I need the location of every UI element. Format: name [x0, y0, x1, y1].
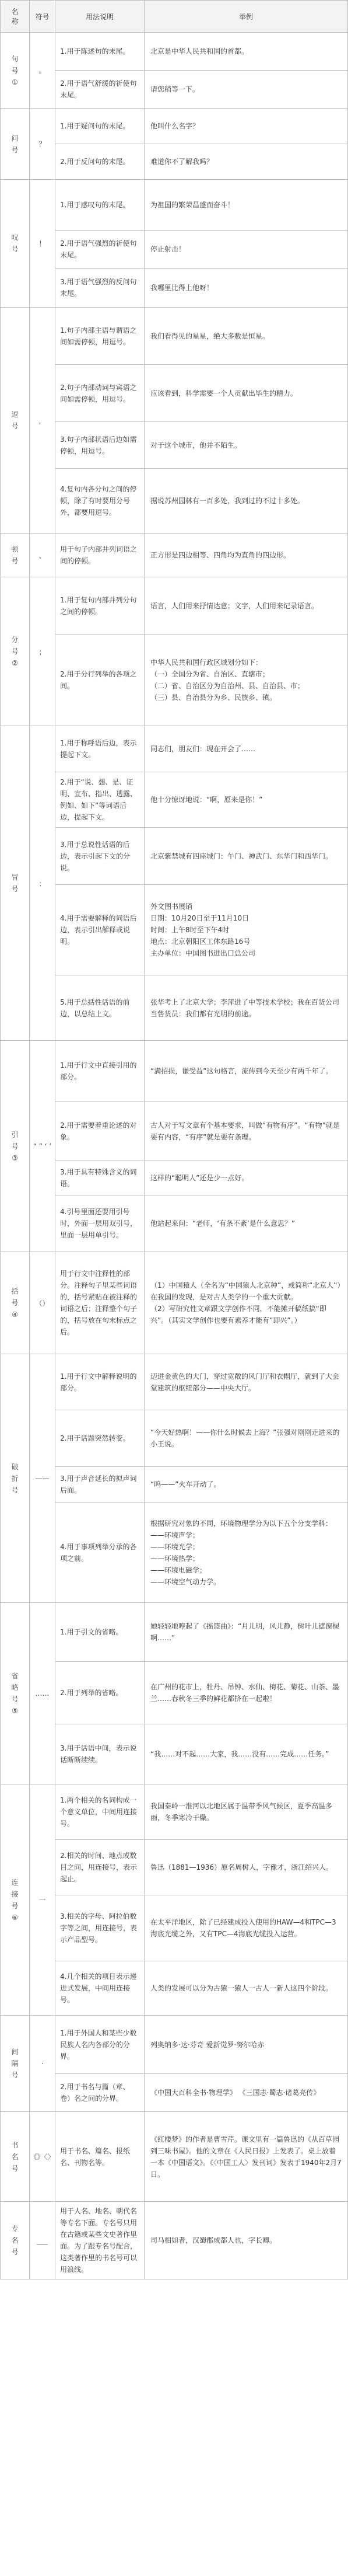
- example-text: 正方形是四边相等、四角均为直角的四边形。: [150, 551, 291, 559]
- example-cell: [145, 422, 348, 469]
- example-cell: [145, 1961, 348, 2016]
- usage-cell: [55, 144, 145, 180]
- table-row: [1, 2112, 348, 2202]
- punctuation-symbol-text: “ ” ‘ ’: [33, 1142, 52, 1151]
- usage-cell: [55, 1195, 145, 1252]
- example-text: 为祖国的繁荣昌盛而奋斗！: [150, 201, 235, 209]
- punctuation-symbol: [30, 1252, 55, 1354]
- usage-text: 用于书名、篇名、报纸名、刊物名等。: [60, 2146, 131, 2167]
- punctuation-symbol: [30, 1784, 55, 2016]
- usage-text: 2.用于反问句的末尾。: [60, 158, 130, 166]
- usage-cell: [55, 1102, 145, 1160]
- example-cell: [145, 109, 348, 144]
- punctuation-symbol: [30, 2112, 55, 2202]
- example-cell: [145, 308, 348, 365]
- example-cell: [145, 1102, 348, 1160]
- punctuation-name-text: 破折号: [11, 1462, 19, 1494]
- usage-text: 1.用于疑问句的末尾。: [60, 122, 130, 130]
- example-cell: [145, 772, 348, 828]
- usage-text: 1.句子内部主语与谓语之间如需停顿，用逗号。: [60, 326, 137, 346]
- table-row: [1, 1252, 348, 1354]
- punctuation-symbol: [30, 109, 55, 180]
- punctuation-name: [1, 1041, 30, 1252]
- usage-cell: [55, 269, 145, 308]
- usage-text: 2.相关的时间、地点或数目之间，用连接号，表示起止。: [60, 1852, 138, 1883]
- usage-text: 2.用于“说、想、是、证明、宣布、指出、透露、例如、如下”等词语后边，提起下文。: [60, 778, 138, 821]
- example-text: 他叫什么名字？: [150, 122, 200, 130]
- punctuation-name: [1, 577, 30, 726]
- usage-text: 1.用于外国人和某些少数民族人名内各部分的分界。: [60, 2028, 137, 2061]
- punctuation-symbol-text: 、: [38, 551, 46, 560]
- usage-text: 2.用于分行列举的各项之间。: [60, 670, 137, 690]
- punctuation-name-text: 引号③: [11, 1130, 19, 1162]
- punctuation-symbol: [30, 308, 55, 534]
- example-cell: [145, 1041, 348, 1102]
- example-text: 他站起来问：“老师，‘有条不紊’是什么意思？”: [150, 1219, 296, 1228]
- example-cell: [145, 2074, 348, 2112]
- example-cell: [145, 269, 348, 308]
- usage-text: 2.用于书名与篇（章、卷）名之间的分界。: [60, 2083, 130, 2103]
- usage-cell: [55, 1961, 145, 2016]
- example-cell: [145, 1895, 348, 1961]
- punctuation-symbol: [30, 33, 55, 109]
- table-row: [1, 1354, 348, 1410]
- example-text: 根据研究对象的不同，环境物理学分为以下五个分支学科： ——环境声学； ——环境光学； ——环境热学； ——环境电磁学； ——环境空气动力学。: [150, 1519, 333, 1586]
- example-text: 古人对于写文章有个基本要求，叫做“有物有序”。“有物”就是要有内容，“有序”就是要有条理。: [150, 1121, 340, 1141]
- punctuation-name-text: 专名号: [11, 2225, 19, 2256]
- example-text: 据说苏州园林有一百多处，我到过的不过十多处。: [150, 497, 305, 505]
- example-cell: [145, 469, 348, 534]
- table-row: [1, 1603, 348, 1662]
- example-cell: [145, 1160, 348, 1195]
- example-text: “满招损，谦受益”这句格言，流传到今天至少有两千年了。: [150, 1067, 333, 1075]
- punctuation-name: [1, 33, 30, 109]
- example-cell: [145, 144, 348, 180]
- usage-cell: [55, 828, 145, 885]
- usage-cell: [55, 1467, 145, 1503]
- punctuation-symbol: [30, 1354, 55, 1603]
- example-text: 张华考上了北京大学；李萍进了中等技术学校；我在百货公司当售货员：我们都有光明的前途。: [150, 998, 340, 1018]
- usage-cell: [55, 1662, 145, 1724]
- example-cell: [145, 726, 348, 772]
- example-cell: [145, 2016, 348, 2074]
- table-row: [1, 180, 348, 231]
- example-text: （1）中国猿人（全名为“中国猿人北京种”，或简称“北京人”）在我国的发现，是对古人类学的一个重大贡献。 （2）写研究性文章跟文学创作不同，不能摊开稿纸搞“即兴”。（其实文学创作也要有素养才能有“即兴”。）: [150, 1281, 341, 1324]
- example-text: 人类的发展可以分为古猿一猿人一古人一新人这四个阶段。: [150, 1984, 333, 1992]
- punctuation-symbol: [30, 1603, 55, 1784]
- punctuation-name-text: 书名号: [11, 2141, 19, 2173]
- example-text: 语言，人们用来抒情达意；文字，人们用来记录语言。: [150, 601, 319, 610]
- usage-text: 用于句子内部并列词语之间的停顿。: [60, 545, 138, 565]
- table-body: [1, 33, 348, 2279]
- usage-cell: [55, 2202, 145, 2279]
- example-text: 她轻轻地哼起了《摇篮曲》：“月儿明，风儿静，树叶儿遮窗棂啊……”: [150, 1622, 340, 1642]
- punctuation-name: [1, 726, 30, 1041]
- punctuation-name: [1, 180, 30, 308]
- example-cell: [145, 975, 348, 1041]
- usage-text: 用于行文中注释性的部分。注释句子里某些词语的，括号紧贴在被注释的词语之后；注释整个句子的，括号放在句末标点之后。: [60, 1270, 138, 1336]
- table-row: [1, 33, 348, 71]
- table-row: [1, 2016, 348, 2074]
- example-text: 我国秦岭一淮河以北地区属于温带季风气候区，夏季高温多雨，冬季寒冷干燥。: [150, 1802, 333, 1822]
- usage-text: 1.两个相关的名词构成一个意义单位，中间用连接号。: [60, 1796, 138, 1828]
- example-text: 列奥纳多·达·芬奇 爱新觉罗·努尔哈赤: [150, 2040, 265, 2049]
- usage-cell: [55, 534, 145, 577]
- punctuation-symbol: [30, 726, 55, 1041]
- usage-text: 1.用于陈述句的末尾。: [60, 47, 130, 55]
- usage-cell: [55, 1503, 145, 1603]
- punctuation-symbol-text: ；: [38, 647, 46, 656]
- example-cell: [145, 33, 348, 71]
- usage-text: 4.几个相关的项目表示递进式发展，中间用连接号。: [60, 1972, 137, 2004]
- table-row: [1, 2202, 348, 2279]
- example-text: 请您稍等一下。: [150, 85, 200, 93]
- punctuation-name-text: 分号②: [11, 636, 19, 667]
- usage-cell: [55, 885, 145, 975]
- punctuation-name-text: 问号: [11, 134, 19, 154]
- punctuation-name: [1, 2202, 30, 2279]
- example-cell: [145, 577, 348, 635]
- example-text: 《中国大百科全书·物理学》 《三国志·蜀志·诸葛亮传》: [150, 2089, 321, 2097]
- example-cell: [145, 1784, 348, 1840]
- example-text: “我……对不起……大家，我……没有……完成……任务。”: [150, 1750, 329, 1758]
- example-text: 应该看到，科学需要一个人贡献出毕生的精力。: [150, 389, 298, 398]
- punctuation-name-text: 句号①: [11, 54, 19, 86]
- table-row: [1, 534, 348, 577]
- usage-text: 3.相关的字母、阿拉伯数字等之间，用连接号，表示产品型号。: [60, 1912, 138, 1944]
- example-text: 他十分惊讶地说：“啊，原来是你！”: [150, 796, 263, 804]
- punctuation-name: [1, 1252, 30, 1354]
- usage-cell: [55, 308, 145, 365]
- usage-cell: [55, 71, 145, 109]
- usage-text: 4.用于需要解释的词语后边，表示引出解释或说明。: [60, 914, 137, 946]
- usage-text: 3.用于总说性话语的后边，表示引起下文的分说。: [60, 840, 131, 872]
- punctuation-name-text: 顿号: [11, 545, 19, 565]
- punctuation-symbol-text: ……: [35, 1689, 50, 1697]
- example-text: 这样的“聪明人”还是少一点好。: [150, 1173, 249, 1182]
- example-text: 司马相如者，汉蜀郡成都人也，字长卿。: [150, 2236, 277, 2244]
- example-cell: [145, 365, 348, 422]
- usage-cell: [55, 180, 145, 231]
- usage-text: 2.用于话题突然转变。: [60, 1434, 130, 1442]
- usage-cell: [55, 1160, 145, 1195]
- usage-cell: [55, 577, 145, 635]
- header-symbol: 符号: [30, 1, 55, 33]
- table-row: [1, 1784, 348, 1840]
- punctuation-symbol-text: 《》〈〉: [30, 2153, 55, 2161]
- usage-cell: [55, 726, 145, 772]
- table-row: [1, 577, 348, 635]
- usage-cell: [55, 2112, 145, 2202]
- example-cell: [145, 1840, 348, 1895]
- usage-cell: [55, 33, 145, 71]
- example-text: 鲁迅（1881—1936）原名周树人，字豫才，浙江绍兴人。: [150, 1863, 333, 1871]
- usage-text: 4.用于事项列举分承的各项之前。: [60, 1542, 137, 1563]
- punctuation-name-text: 连接号⑥: [11, 1878, 19, 1922]
- usage-text: 1.用于称呼语后边，表示提起下文。: [60, 739, 137, 759]
- example-text: 同志们，朋友们：现在开会了……: [150, 745, 256, 753]
- punctuation-name: [1, 534, 30, 577]
- example-text: 在广州的花市上，牡丹、吊钟、水仙、梅花、菊花、山茶、墨兰……春秋冬三季的鲜花都挤在一起啦！: [150, 1683, 340, 1703]
- example-cell: [145, 180, 348, 231]
- usage-text: 3.用于声音延长的拟声词后面。: [60, 1475, 137, 1494]
- usage-cell: [55, 772, 145, 828]
- usage-text: 1.用于行文中解释说明的部分。: [60, 1372, 137, 1392]
- example-text: 我哪里比得上他呀！: [150, 284, 214, 292]
- usage-cell: [55, 635, 145, 726]
- usage-text: 3.句子内部状语后边如需停顿，用逗号。: [60, 435, 137, 455]
- punctuation-name-text: 括号④: [11, 1287, 19, 1319]
- example-cell: [145, 1252, 348, 1354]
- usage-cell: [55, 1252, 145, 1354]
- usage-text: 用于人名、地名、朝代名等专名下面。专名号只用在古籍或某些文史著作里面。为了跟专名号配合，这类著作里的书名号可以用浪线。: [60, 2207, 138, 2274]
- example-cell: [145, 534, 348, 577]
- example-text: 北京是中华人民共和国的首都。: [150, 47, 249, 55]
- usage-text: 3.用于具有特殊含义的词语。: [60, 1167, 137, 1188]
- table-row: [1, 726, 348, 772]
- punctuation-name: [1, 308, 30, 534]
- example-text: 迈进金黄色的大门，穿过宽敞的风门厅和衣帽厅，就到了大会堂建筑的枢纽部分——中央大厅。: [150, 1372, 340, 1392]
- usage-text: 2.用于语气舒缓的祈使句末尾。: [60, 79, 137, 99]
- usage-cell: [55, 1410, 145, 1467]
- usage-cell: [55, 1724, 145, 1784]
- header-usage: 用法说明: [55, 1, 145, 33]
- punctuation-name-text: 省略号⑤: [11, 1672, 19, 1715]
- table-row: [1, 1041, 348, 1102]
- example-cell: [145, 2202, 348, 2279]
- example-cell: [145, 885, 348, 975]
- example-cell: [145, 1354, 348, 1410]
- punctuation-symbol-text: ·: [41, 2059, 44, 2068]
- punctuation-name: [1, 2112, 30, 2202]
- punctuation-symbol: [30, 1041, 55, 1252]
- punctuation-name: [1, 1603, 30, 1784]
- punctuation-name-text: 间隔号: [11, 2048, 19, 2079]
- usage-cell: [55, 1784, 145, 1840]
- example-text: 外文图书展销 日期：10月20日至于11月10日 时间：上午8时至下午4时 地点：北京朝阳区工体东路16号 主办单位：中国图书进出口总公司: [150, 902, 256, 957]
- usage-text: 1.用于行文中直接引用的部分。: [60, 1061, 137, 1081]
- usage-text: 4.引号里面还要用引号时，外面一层用双引号，里面一层用单引号。: [60, 1208, 138, 1239]
- example-cell: [145, 1503, 348, 1603]
- example-text: 对于这个城市，他并不陌生。: [150, 441, 242, 449]
- punctuation-symbol-text: ，: [38, 416, 46, 425]
- usage-cell: [55, 1840, 145, 1895]
- usage-text: 3.用于语气强烈的反问句末尾。: [60, 278, 137, 298]
- usage-cell: [55, 1603, 145, 1662]
- example-text: “呜——”火车开动了。: [150, 1480, 221, 1489]
- punctuation-name-text: 冒号: [11, 873, 19, 893]
- usage-text: 2.用于需要着重论述的对象。: [60, 1121, 137, 1141]
- usage-text: 2.句子内部动词与宾语之间如需停顿，用逗号。: [60, 383, 137, 403]
- example-cell: [145, 1410, 348, 1467]
- example-text: 北京紫禁城有四座城门：午门、神武门、东华门和西华门。: [150, 852, 333, 860]
- punctuation-symbol-text: 。: [38, 67, 46, 75]
- example-cell: [145, 2112, 348, 2202]
- punctuation-name: [1, 109, 30, 180]
- example-cell: [145, 71, 348, 109]
- punctuation-symbol-text: ___: [37, 2236, 48, 2244]
- example-text: 我们看得见的星星，绝大多数是恒星。: [150, 332, 270, 340]
- example-cell: [145, 1724, 348, 1784]
- example-text: 《红楼梦》的作者是曹雪芹。课文里有一篇鲁迅的《从百草园到三味书屋》。他的文章在《人民日报》上发表了。桌上放着一本《中国语文》。《〈中国工人〉发刊词》发表于1940年2月7日。: [150, 2135, 342, 2178]
- example-text: 中华人民共和国行政区域划分如下： （一）全国分为省、自治区、直辖市； （二）省、自治区分为自治州、县、自治县、市； （三）县、自治县分为乡、民族乡、镇。: [150, 658, 305, 702]
- usage-text: 1.用于复句内部并列分句之间的停顿。: [60, 595, 137, 616]
- example-cell: [145, 231, 348, 269]
- punctuation-symbol: [30, 534, 55, 577]
- punctuation-symbol-text: ——: [35, 1474, 50, 1483]
- example-cell: [145, 635, 348, 726]
- punctuation-symbol-text: 一: [38, 1896, 46, 1904]
- punctuation-symbol-text: ！: [38, 239, 46, 248]
- example-text: 难道你不了解我吗？: [150, 158, 214, 166]
- header-name: 名称: [1, 1, 30, 33]
- punctuation-name: [1, 2016, 30, 2112]
- punctuation-name-text: 叹号: [11, 233, 19, 253]
- usage-text: 2.用于列举的省略。: [60, 1689, 123, 1697]
- usage-cell: [55, 109, 145, 144]
- usage-cell: [55, 469, 145, 534]
- punctuation-symbol-text: （）: [35, 1299, 50, 1308]
- punctuation-symbol-text: ：: [38, 879, 46, 888]
- usage-cell: [55, 422, 145, 469]
- example-text: 停止射击！: [150, 245, 186, 253]
- example-cell: [145, 1195, 348, 1252]
- punctuation-name-text: 逗号: [11, 410, 19, 430]
- usage-cell: [55, 231, 145, 269]
- punctuation-name: [1, 1784, 30, 2016]
- punctuation-symbol: [30, 577, 55, 726]
- usage-text: 2.用于语气强烈的祈使句末尾。: [60, 239, 137, 259]
- example-text: 在太平洋地区，除了已经建成投入使用的HAW—4和TPC—3海底光缆之外，又有TPC—4海底光缆投入运营。: [150, 1918, 336, 1938]
- usage-text: 1.用于引文的省略。: [60, 1628, 123, 1636]
- example-cell: [145, 1662, 348, 1724]
- usage-cell: [55, 2016, 145, 2074]
- punctuation-symbol: [30, 180, 55, 308]
- table-row: [1, 308, 348, 365]
- punctuation-symbol: [30, 2202, 55, 2279]
- usage-text: 4.复句内各分句之间的停顿，除了有时要用分号外，都要用逗号。: [60, 485, 137, 517]
- usage-cell: [55, 1354, 145, 1410]
- punctuation-symbol: [30, 2016, 55, 2112]
- table-row: [1, 109, 348, 144]
- usage-cell: [55, 975, 145, 1041]
- usage-cell: [55, 1895, 145, 1961]
- usage-cell: [55, 365, 145, 422]
- usage-text: 3.用于话语中间，表示说话断断续续。: [60, 1744, 137, 1764]
- example-cell: [145, 1467, 348, 1503]
- header-example: 举例: [145, 1, 348, 33]
- header-row: [1, 1, 348, 33]
- usage-text: 5.用于总括性话语的前边，以总结上文。: [60, 998, 130, 1018]
- usage-cell: [55, 2074, 145, 2112]
- example-text: “今天好热啊！——你什么时候去上海？”张强对刚刚走进来的小王说。: [150, 1428, 340, 1448]
- usage-cell: [55, 1041, 145, 1102]
- punctuation-symbol-text: ？: [38, 140, 46, 148]
- example-cell: [145, 1603, 348, 1662]
- usage-text: 1.用于感叹句的末尾。: [60, 201, 130, 209]
- example-cell: [145, 828, 348, 885]
- punctuation-name: [1, 1354, 30, 1603]
